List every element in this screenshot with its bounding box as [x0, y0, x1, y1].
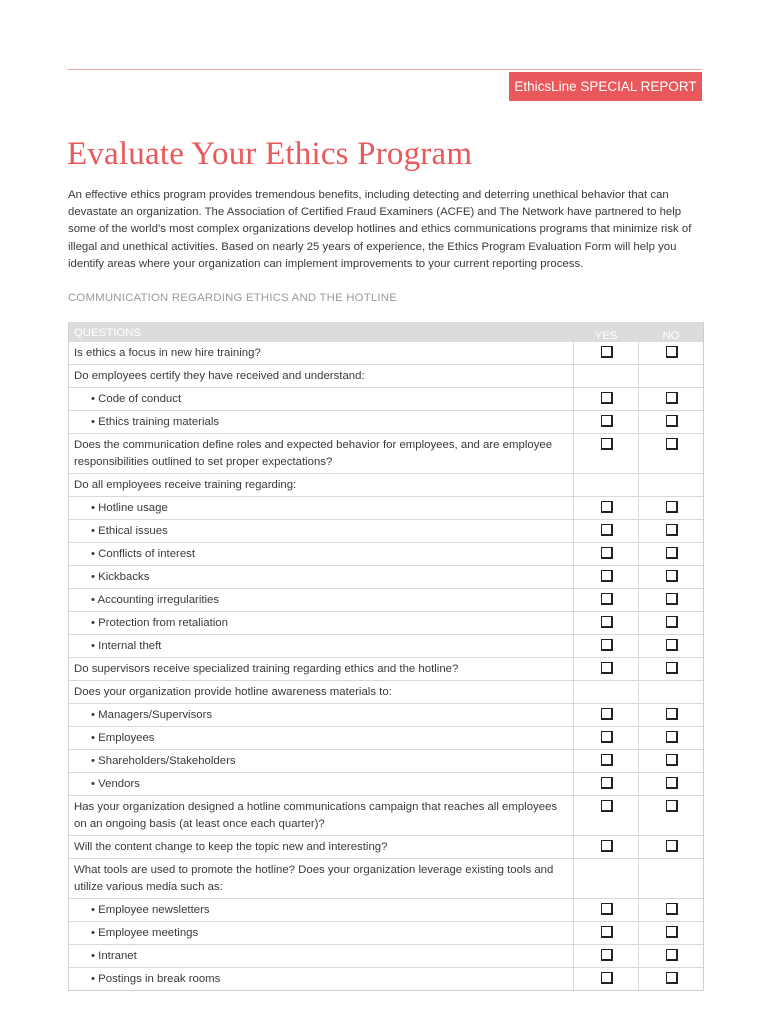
- yes-cell: [573, 836, 638, 858]
- table-row: [69, 565, 703, 588]
- no-cell: [638, 968, 703, 990]
- table-row: [69, 542, 703, 565]
- table-row: [69, 473, 703, 496]
- table-row: [69, 496, 703, 519]
- question-text: Will the content change to keep the topic new and interesting?: [74, 841, 388, 853]
- header-no: NO: [638, 322, 703, 342]
- no-cell: [638, 474, 703, 496]
- yes-checkbox[interactable]: [601, 415, 613, 427]
- question-text: Does your organization provide hotline awareness materials to:: [74, 686, 392, 698]
- yes-checkbox[interactable]: [601, 639, 613, 651]
- yes-cell: [573, 365, 638, 387]
- yes-checkbox[interactable]: [601, 972, 613, 984]
- yes-checkbox[interactable]: [601, 708, 613, 720]
- page-title: Evaluate Your Ethics Program: [67, 136, 473, 172]
- no-cell: [638, 566, 703, 588]
- table-row: [69, 634, 703, 657]
- no-checkbox[interactable]: [666, 903, 678, 915]
- no-cell: [638, 612, 703, 634]
- no-cell: [638, 520, 703, 542]
- question-text: • Employees: [91, 732, 155, 744]
- question-text: • Code of conduct: [91, 393, 182, 405]
- yes-checkbox[interactable]: [601, 949, 613, 961]
- no-checkbox[interactable]: [666, 415, 678, 427]
- no-checkbox[interactable]: [666, 708, 678, 720]
- no-checkbox[interactable]: [666, 754, 678, 766]
- no-cell: [638, 658, 703, 680]
- question-text: • Kickbacks: [91, 571, 150, 583]
- table-row: [69, 410, 703, 433]
- yes-cell: [573, 899, 638, 921]
- yes-cell: [573, 388, 638, 410]
- yes-checkbox[interactable]: [601, 524, 613, 536]
- no-cell: [638, 704, 703, 726]
- yes-cell: [573, 612, 638, 634]
- table-body: [69, 342, 703, 990]
- yes-cell: [573, 589, 638, 611]
- question-text: Do supervisors receive specialized training regarding ethics and the hotline?: [74, 663, 459, 675]
- yes-cell: [573, 704, 638, 726]
- yes-cell: [573, 796, 638, 835]
- no-cell: [638, 922, 703, 944]
- yes-checkbox[interactable]: [601, 616, 613, 628]
- table-row: [69, 611, 703, 634]
- no-cell: [638, 899, 703, 921]
- yes-cell: [573, 681, 638, 703]
- yes-checkbox[interactable]: [601, 392, 613, 404]
- intro-paragraph: An effective ethics program provides tremendous benefits, including detecting and deterring unethical behavior that can devastate an organization. The Association of Certified Fraud Examiners (ACFE) and The Network have partnered to help some of the world’s most complex organizations develop hotlines and ethics communications programs that minimize risk of illegal and unethical activities. Based on nearly 25 years of experience, the Ethics Program Evaluation Form will help you identify areas where your organization can implement improvements to your current reporting process.: [68, 189, 692, 270]
- table-row: [69, 967, 703, 990]
- no-checkbox[interactable]: [666, 593, 678, 605]
- no-checkbox[interactable]: [666, 949, 678, 961]
- question-text: • Shareholders/Stakeholders: [91, 755, 236, 767]
- no-cell: [638, 945, 703, 967]
- table-row: [69, 898, 703, 921]
- no-checkbox[interactable]: [666, 777, 678, 789]
- table-row: [69, 703, 703, 726]
- no-checkbox[interactable]: [666, 926, 678, 938]
- yes-checkbox[interactable]: [601, 800, 613, 812]
- table-row: [69, 749, 703, 772]
- yes-cell: [573, 968, 638, 990]
- question-text: • Employee newsletters: [91, 904, 210, 916]
- no-checkbox[interactable]: [666, 346, 678, 358]
- yes-cell: [573, 497, 638, 519]
- table-header: [69, 322, 703, 342]
- table-row: [69, 772, 703, 795]
- table-row: [69, 387, 703, 410]
- yes-checkbox[interactable]: [601, 840, 613, 852]
- yes-checkbox[interactable]: [601, 593, 613, 605]
- yes-cell: [573, 342, 638, 364]
- header-questions: QUESTIONS: [74, 327, 142, 339]
- question-text: • Intranet: [91, 950, 137, 962]
- yes-cell: [573, 658, 638, 680]
- table-row: [69, 795, 703, 835]
- no-cell: [638, 727, 703, 749]
- yes-checkbox[interactable]: [601, 926, 613, 938]
- table-row: [69, 944, 703, 967]
- no-checkbox[interactable]: [666, 570, 678, 582]
- question-text: • Managers/Supervisors: [91, 709, 213, 721]
- no-cell: [638, 497, 703, 519]
- no-checkbox[interactable]: [666, 524, 678, 536]
- yes-checkbox[interactable]: [601, 547, 613, 559]
- yes-checkbox[interactable]: [601, 777, 613, 789]
- question-text: • Vendors: [91, 778, 140, 790]
- no-cell: [638, 836, 703, 858]
- yes-cell: [573, 543, 638, 565]
- question-text: • Conflicts of interest: [91, 548, 196, 560]
- table-row: [69, 657, 703, 680]
- no-checkbox[interactable]: [666, 392, 678, 404]
- header-yes: YES: [573, 322, 638, 342]
- no-cell: [638, 773, 703, 795]
- table-row: [69, 519, 703, 542]
- no-cell: [638, 796, 703, 835]
- top-rule: [68, 69, 702, 70]
- table-row: [69, 433, 703, 473]
- yes-checkbox[interactable]: [601, 346, 613, 358]
- yes-checkbox[interactable]: [601, 501, 613, 513]
- no-cell: [638, 589, 703, 611]
- no-cell: [638, 411, 703, 433]
- no-checkbox[interactable]: [666, 662, 678, 674]
- no-cell: [638, 750, 703, 772]
- question-text: • Postings in break rooms: [91, 973, 221, 985]
- no-checkbox[interactable]: [666, 438, 678, 450]
- no-checkbox[interactable]: [666, 731, 678, 743]
- question-text: • Employee meetings: [91, 927, 199, 939]
- yes-cell: [573, 727, 638, 749]
- table-row: [69, 680, 703, 703]
- question-text: Do employees certify they have received and understand:: [74, 370, 365, 382]
- yes-cell: [573, 474, 638, 496]
- question-text: • Ethics training materials: [91, 416, 220, 428]
- no-checkbox[interactable]: [666, 616, 678, 628]
- table-row: [69, 858, 703, 898]
- table-row: [69, 921, 703, 944]
- yes-cell: [573, 750, 638, 772]
- no-checkbox[interactable]: [666, 800, 678, 812]
- yes-cell: [573, 859, 638, 898]
- yes-cell: [573, 635, 638, 657]
- no-cell: [638, 681, 703, 703]
- no-checkbox[interactable]: [666, 639, 678, 651]
- yes-cell: [573, 922, 638, 944]
- yes-checkbox[interactable]: [601, 903, 613, 915]
- yes-checkbox[interactable]: [601, 754, 613, 766]
- question-text: What tools are used to promote the hotline? Does your organization leverage existing tools and utilize various media such as:: [74, 864, 554, 893]
- table-row: [69, 342, 703, 364]
- question-text: Has your organization designed a hotline communications campaign that reaches all employees on an ongoing basis (at least once each quarter)?: [74, 801, 558, 830]
- no-checkbox[interactable]: [666, 972, 678, 984]
- question-text: • Internal theft: [91, 640, 162, 652]
- evaluation-table: [68, 322, 704, 991]
- no-cell: [638, 388, 703, 410]
- no-checkbox[interactable]: [666, 501, 678, 513]
- no-cell: [638, 365, 703, 387]
- table-row: [69, 588, 703, 611]
- question-text: • Protection from retaliation: [91, 617, 228, 629]
- question-text: Does the communication define roles and expected behavior for employees, and are employee responsibilities outlined to set proper expectations?: [74, 439, 553, 468]
- no-cell: [638, 434, 703, 473]
- no-cell: [638, 859, 703, 898]
- yes-cell: [573, 434, 638, 473]
- yes-cell: [573, 566, 638, 588]
- question-text: • Hotline usage: [91, 502, 168, 514]
- yes-checkbox[interactable]: [601, 570, 613, 582]
- table-row: [69, 835, 703, 858]
- question-text: Is ethics a focus in new hire training?: [74, 347, 261, 359]
- yes-cell: [573, 945, 638, 967]
- no-cell: [638, 635, 703, 657]
- yes-checkbox[interactable]: [601, 438, 613, 450]
- yes-cell: [573, 773, 638, 795]
- yes-checkbox[interactable]: [601, 662, 613, 674]
- yes-checkbox[interactable]: [601, 731, 613, 743]
- no-cell: [638, 342, 703, 364]
- report-badge: EthicsLine SPECIAL REPORT: [509, 72, 702, 101]
- yes-cell: [573, 520, 638, 542]
- table-row: [69, 364, 703, 387]
- question-text: • Accounting irregularities: [91, 594, 220, 606]
- no-checkbox[interactable]: [666, 547, 678, 559]
- section-heading: COMMUNICATION REGARDING ETHICS AND THE HOTLINE: [68, 292, 398, 304]
- no-checkbox[interactable]: [666, 840, 678, 852]
- table-row: [69, 726, 703, 749]
- no-cell: [638, 543, 703, 565]
- question-text: Do all employees receive training regarding:: [74, 479, 297, 491]
- yes-cell: [573, 411, 638, 433]
- question-text: • Ethical issues: [91, 525, 168, 537]
